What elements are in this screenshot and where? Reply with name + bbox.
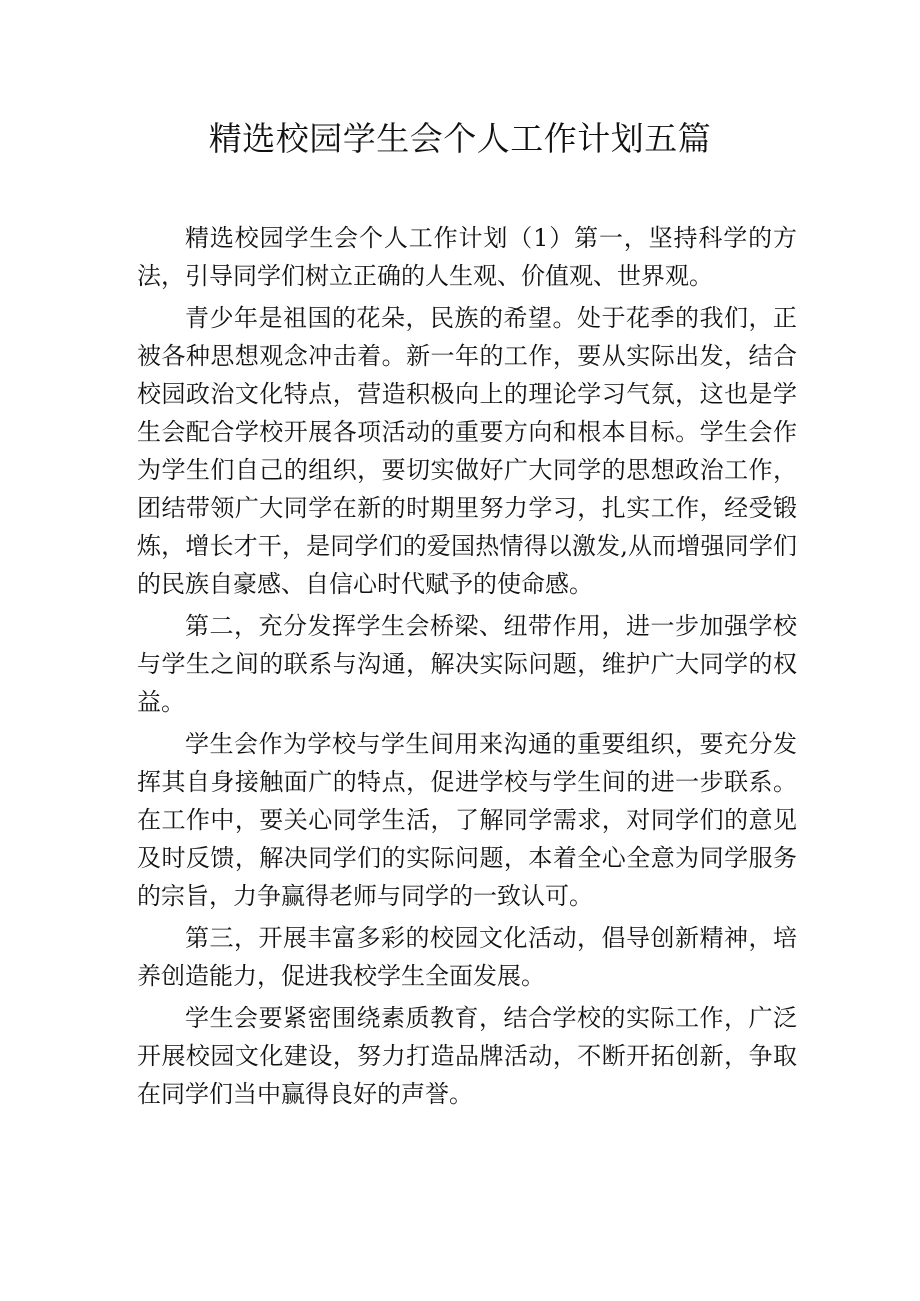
paragraph-1: 精选校园学生会个人工作计划（1）第一，坚持科学的方法，引导同学们树立正确的人生观、价值观、世界观。 [137, 224, 797, 290]
paragraph-3: 第二，充分发挥学生会桥梁、纽带作用，进一步加强学校与学生之间的联系与沟通，解决实际问题，维护广大同学的权益。 [137, 612, 797, 716]
paragraph-4: 学生会作为学校与学生间用来沟通的重要组织，要充分发挥其自身接触面广的特点，促进学校与学生间的进一步联系。在工作中，要关心同学生活，了解同学需求，对同学们的意见及时反馈，解决同学们的实际问题，本着全心全意为同学服务的宗旨，力争赢得老师与同学的一致认可。 [137, 730, 797, 910]
document-body [137, 219, 797, 1117]
document-title: 精选校园学生会个人工作计划五篇 [208, 119, 712, 158]
paragraph-6: 学生会要紧密围绕素质教育，结合学校的实际工作，广泛开展校园文化建设，努力打造品牌活动，不断开拓创新，争取在同学们当中赢得良好的声誉。 [137, 1004, 797, 1108]
paragraph-2: 青少年是祖国的花朵，民族的希望。处于花季的我们，正被各种思想观念冲击着。新一年的工作，要从实际出发，结合校园政治文化特点，营造积极向上的理论学习气氛，这也是学生会配合学校开展各项活动的重要方向和根本目标。学生会作为学生们自己的组织，要切实做好广大同学的思想政治工作，团结带领广大同学在新的时期里努力学习，扎实工作，经受锻炼，增长才干，是同学们的爱国热情得以激发,从而增强同学们的民族自豪感、自信心时代赋予的使命感。 [137, 304, 797, 598]
paragraph-5: 第三，开展丰富多彩的校园文化活动，倡导创新精神，培养创造能力，促进我校学生全面发展。 [137, 924, 797, 990]
